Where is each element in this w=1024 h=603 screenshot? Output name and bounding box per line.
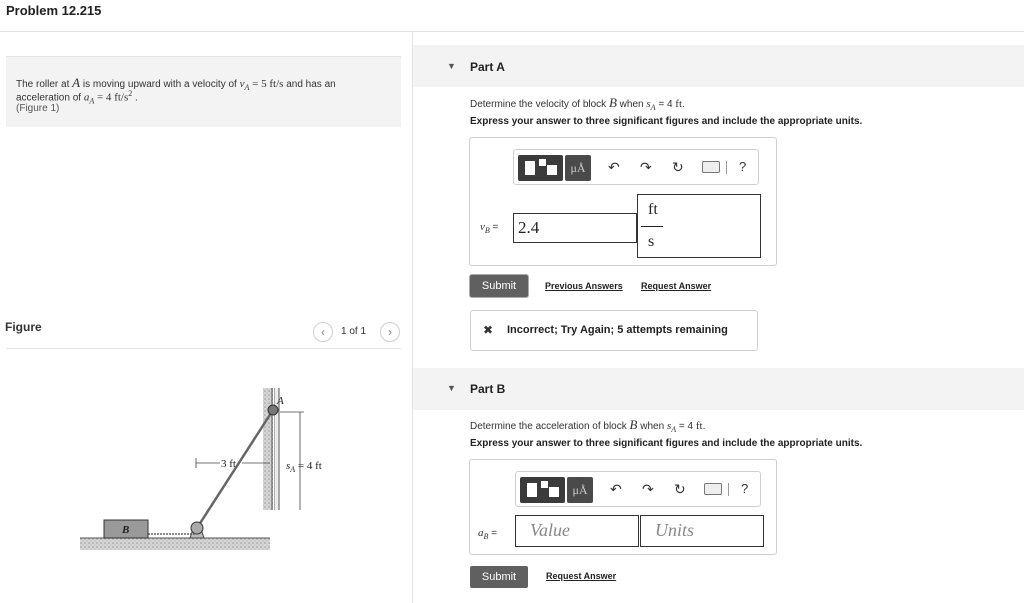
statement-unit: ft/s — [269, 78, 284, 90]
incorrect-icon: ✖ — [483, 323, 494, 337]
symbol-v: v — [480, 221, 485, 233]
part-b-instructions: Express your answer to three significant figures and include the appropriate units. — [470, 438, 863, 449]
figure-next-button[interactable] — [380, 322, 400, 342]
header-divider — [0, 31, 1024, 32]
connecting-cord — [197, 410, 273, 528]
help-button[interactable]: ? — [739, 159, 747, 174]
statement-text: and has an — [283, 79, 336, 90]
redo-icon[interactable]: ↷ — [640, 159, 652, 175]
sA-subscript: A — [290, 465, 296, 474]
statement-exponent: 2 — [128, 89, 133, 98]
part-a-value-input[interactable]: 2.4 — [513, 213, 637, 243]
symbol-v: v — [239, 78, 245, 90]
question-text: when — [616, 99, 647, 110]
toolbar-separator — [726, 161, 727, 174]
label-B: B — [122, 524, 130, 536]
symbol-sub: A — [671, 425, 677, 434]
part-b-math-toolbar — [515, 471, 761, 507]
ground-surface — [80, 538, 270, 550]
part-a-submit-button[interactable]: Submit — [470, 275, 528, 297]
symbol-B: B — [629, 417, 638, 432]
part-b-variable-label — [478, 527, 497, 541]
unit-denominator: s — [648, 233, 655, 250]
pulley — [191, 522, 203, 534]
figure-reference-link[interactable]: (Figure 1) — [16, 103, 60, 114]
statement-value: = 4 — [94, 91, 115, 104]
undo-icon[interactable]: ↶ — [610, 481, 622, 497]
part-a-math-toolbar — [513, 149, 759, 185]
problem-statement — [6, 56, 401, 127]
template-icon — [547, 165, 557, 175]
fraction-bar — [641, 226, 663, 227]
question-unit: ft — [675, 98, 683, 110]
units-symbols-button[interactable]: μÅ — [565, 155, 591, 181]
redo-icon[interactable]: ↷ — [642, 481, 654, 497]
template-icon — [525, 161, 535, 175]
statement-text: The roller at — [16, 79, 73, 90]
templates-button[interactable] — [520, 477, 565, 503]
figure-prev-button[interactable] — [313, 322, 333, 342]
question-text: . — [702, 421, 706, 432]
problem-title: Problem 12.215 — [6, 3, 102, 18]
template-icon — [527, 483, 537, 497]
question-text: Determine the velocity of block — [470, 99, 609, 110]
statement-text: . — [132, 92, 138, 104]
figure-heading: Figure — [5, 320, 42, 334]
collapse-caret-icon[interactable]: ▼ — [447, 61, 456, 71]
part-b-units-input[interactable]: Units — [640, 515, 764, 547]
part-a-title: Part A — [470, 60, 505, 74]
statement-value: = 5 — [249, 78, 270, 90]
symbol-a: a — [83, 91, 90, 104]
toolbar-separator — [728, 483, 729, 496]
part-b-question — [470, 417, 705, 434]
question-text: . — [682, 99, 685, 110]
sA-value: = 4 ft — [295, 460, 322, 472]
help-button[interactable]: ? — [741, 481, 749, 496]
template-icon — [539, 159, 546, 166]
part-a-instructions: Express your answer to three significant figures and include the appropriate units. — [470, 116, 863, 127]
template-icon — [549, 487, 559, 497]
sA-symbol: s — [286, 460, 291, 472]
question-unit: ft — [695, 420, 703, 432]
part-a-question — [470, 95, 685, 112]
equals-sign: = — [489, 222, 499, 233]
symbol-B: B — [608, 95, 617, 110]
previous-answers-link[interactable]: Previous Answers — [545, 281, 623, 291]
question-text: when — [637, 421, 667, 432]
label-A: A — [277, 395, 284, 407]
dimension-label: 3 ft — [221, 458, 236, 470]
question-text: = 4 — [676, 421, 696, 432]
collapse-caret-icon[interactable]: ▼ — [447, 383, 456, 393]
column-divider — [412, 32, 413, 603]
sA-label — [286, 460, 322, 474]
figure-divider — [6, 348, 401, 349]
reset-icon[interactable]: ↻ — [674, 481, 686, 497]
feedback-panel — [470, 310, 758, 351]
statement-text: is moving upward with a velocity of — [80, 79, 240, 90]
question-text: = 4 — [655, 99, 676, 110]
keyboard-icon[interactable] — [702, 161, 720, 173]
chevron-left-icon: ‹ — [321, 325, 325, 339]
question-text: Determine the acceleration of block — [470, 421, 630, 432]
part-b-title: Part B — [470, 382, 506, 396]
chevron-right-icon: › — [388, 325, 392, 339]
units-symbols-button[interactable]: μÅ — [567, 477, 593, 503]
unit-numerator: ft — [648, 201, 658, 218]
statement-text: acceleration of — [16, 92, 84, 104]
symbol-sub: B — [484, 226, 490, 235]
undo-icon[interactable]: ↶ — [608, 159, 620, 175]
feedback-message: Incorrect; Try Again; 5 attempts remaining — [507, 324, 728, 336]
mechanism-figure — [60, 370, 360, 570]
template-icon — [541, 481, 548, 488]
symbol-a: a — [478, 527, 484, 539]
part-b-request-answer-link[interactable]: Request Answer — [546, 571, 617, 581]
symbol-sub: A — [244, 83, 250, 92]
symbol-s: s — [666, 420, 672, 432]
symbol-A: A — [72, 75, 81, 90]
symbol-s: s — [646, 98, 651, 110]
part-b-submit-button[interactable]: Submit — [470, 566, 528, 588]
part-a-units-input[interactable] — [637, 194, 761, 258]
symbol-sub: A — [89, 96, 95, 106]
reset-icon[interactable]: ↻ — [672, 159, 684, 175]
part-a-request-answer-link[interactable]: Request Answer — [641, 281, 712, 291]
templates-button[interactable] — [518, 155, 563, 181]
keyboard-icon[interactable] — [704, 483, 722, 495]
statement-unit: ft/s — [114, 91, 129, 104]
symbol-sub: A — [650, 103, 656, 112]
equals-sign: = — [488, 528, 498, 539]
part-b-value-input[interactable]: Value — [515, 515, 639, 547]
part-a-variable-label — [480, 221, 498, 235]
figure-pager: 1 of 1 — [341, 326, 367, 337]
symbol-sub: B — [483, 532, 489, 541]
